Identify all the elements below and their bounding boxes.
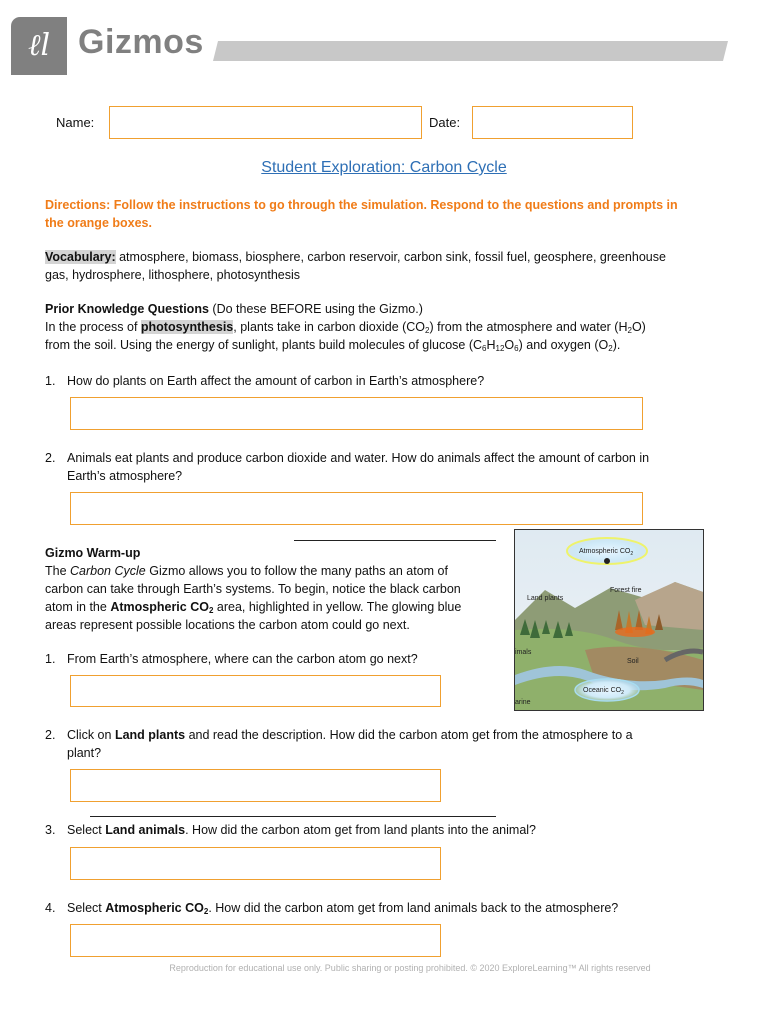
warmup-question-1 — [45, 650, 505, 668]
land-animals-label: imals — [515, 649, 532, 656]
text: ) from the atmosphere and water (H — [429, 320, 628, 334]
prior-knowledge-note: (Do these BEFORE using the Gizmo.) — [212, 302, 423, 316]
directions: Directions: Follow the instructions to go through the simulation. Respond to the questions and prompts in the orange boxes. — [45, 198, 678, 230]
atmospheric-co2-label: Atmospheric $CO_2$ — [579, 548, 634, 557]
footer: Reproduction for educational use only. Public sharing or posting prohibited. © 2020 ExploreLearning™ All rights reserved — [169, 963, 651, 973]
question-number: 3. — [45, 823, 56, 837]
text: atom in the — [45, 600, 111, 614]
subscript: 2 — [627, 326, 632, 335]
page-title: Student Exploration: Carbon Cycle — [261, 159, 507, 176]
vocabulary — [45, 248, 685, 284]
subscript: 2 — [208, 606, 214, 615]
name-field[interactable] — [109, 106, 422, 139]
date-field[interactable] — [472, 106, 633, 139]
answer-box-warmup-2[interactable] — [70, 769, 441, 802]
text: O) — [631, 320, 646, 334]
date-label: Date: — [429, 115, 461, 130]
question-number: 1. — [45, 652, 56, 666]
question-number: 2. — [45, 728, 56, 742]
divider — [294, 540, 496, 541]
warmup-heading-text: Gizmo Warm-up — [45, 546, 141, 560]
prior-knowledge-line-1 — [45, 318, 725, 336]
bold-term: Atmospheric CO — [110, 600, 209, 614]
subscript: 12 — [495, 344, 505, 353]
vocabulary-label: Vocabulary: — [45, 250, 116, 264]
oceanic-co2-label: Oceanic $CO_2$ — [583, 687, 624, 696]
text: ). — [612, 338, 621, 352]
question-text: Earth’s atmosphere? — [67, 469, 183, 483]
logo-glyph: ℓl — [27, 28, 51, 63]
warmup-line-3 — [45, 598, 515, 616]
question-text: How do plants on Earth affect the amount of carbon in Earth’s atmosphere? — [67, 374, 485, 388]
marine-label: arine — [515, 699, 531, 706]
subscript: 2 — [425, 326, 430, 335]
prior-knowledge-line-2 — [45, 336, 725, 354]
text: O — [504, 338, 515, 352]
logo — [11, 17, 67, 75]
subscript: 6 — [514, 344, 519, 353]
subscript: 2 — [608, 344, 613, 353]
vocabulary-terms: atmosphere, biomass, biosphere, carbon reservoir, carbon sink, fossil fuel, geosphere, greenhouse gas, hydrosphere, lithosphere, photosynthesis — [45, 250, 666, 282]
text: In the process of — [45, 320, 141, 334]
carbon-atom — [604, 558, 610, 564]
gizmo-name: Carbon Cycle — [70, 564, 146, 578]
photosynthesis-keyword: photosynthesis — [140, 320, 234, 334]
question-number: 1. — [45, 374, 56, 388]
text: ) and oxygen (O — [518, 338, 609, 352]
header-bar — [213, 41, 728, 61]
text: Gizmo allows you to follow the many paths an atom of — [145, 564, 448, 578]
text: from the soil. Using the energy of sunlight, plants build molecules of glucose (C — [45, 338, 483, 352]
answer-box-prior-1[interactable] — [70, 397, 643, 430]
question-number: 2. — [45, 451, 56, 465]
text: , plants take in carbon dioxide (CO — [233, 320, 426, 334]
question-text: Select Atmospheric $CO_2$. How did the carbon atom get from land animals back to the atmosphere? — [67, 901, 619, 916]
forest-fire-label: Forest fire — [610, 587, 642, 594]
brand-name: Gizmos — [78, 23, 204, 61]
question-text: Animals eat plants and produce carbon dioxide and water. How do animals affect the amount of carbon in — [67, 451, 650, 465]
warmup-line-1 — [45, 562, 515, 580]
question-text: Click on Land plants and read the description. How did the carbon atom get from the atmosphere to a — [67, 728, 633, 742]
question-text: plant? — [67, 746, 102, 760]
prior-question-1 — [45, 372, 725, 390]
warmup-question-3 — [45, 821, 725, 839]
land-plants-label: Land plants — [527, 595, 564, 602]
question-text: From Earth’s atmosphere, where can the carbon atom go next? — [67, 652, 418, 666]
name-label: Name: — [56, 115, 95, 130]
soil-label: Soil — [627, 658, 639, 665]
answer-box-warmup-4[interactable] — [70, 924, 441, 957]
warmup-question-2 — [45, 726, 725, 762]
text: The — [45, 564, 71, 578]
prior-knowledge-heading: Prior Knowledge Questions — [45, 302, 209, 316]
text: area, highlighted in yellow. The glowing blue — [213, 600, 462, 614]
warmup-heading — [45, 544, 515, 562]
subscript: 6 — [482, 344, 487, 353]
warmup-line-2: carbon can take through Earth’s systems. To begin, notice the black carbon — [45, 582, 461, 596]
answer-box-warmup-1[interactable] — [70, 675, 441, 707]
divider — [90, 816, 496, 817]
text: H — [486, 338, 496, 352]
warmup-question-4 — [45, 899, 725, 917]
prior-knowledge-heading-line — [45, 300, 725, 318]
carbon-cycle-image — [514, 529, 704, 711]
prior-question-2 — [45, 449, 725, 485]
answer-box-warmup-3[interactable] — [70, 847, 441, 880]
answer-box-prior-2[interactable] — [70, 492, 643, 525]
question-text: Select Land animals. How did the carbon atom get from land plants into the animal? — [67, 823, 537, 837]
warmup-line-4: areas represent possible locations the carbon atom could go next. — [45, 618, 410, 632]
question-number: 4. — [45, 901, 56, 915]
carbon-cycle-illustration — [515, 530, 703, 710]
